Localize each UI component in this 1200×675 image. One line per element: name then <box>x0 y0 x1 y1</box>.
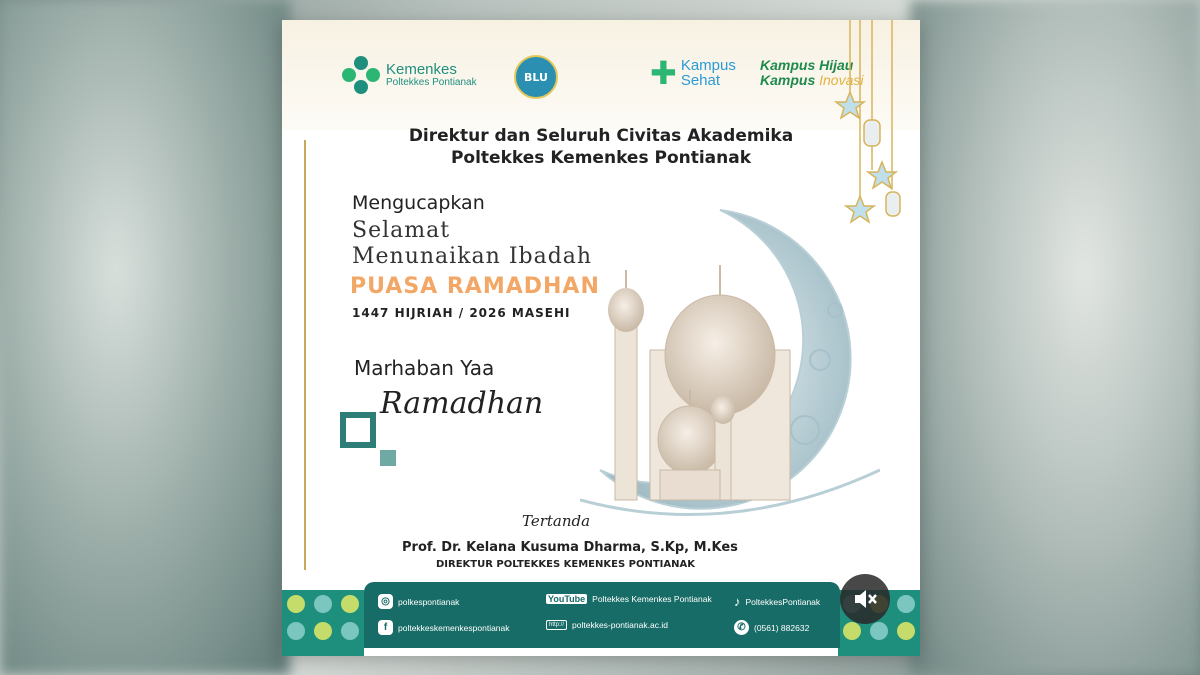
instagram-contact[interactable] <box>378 594 459 609</box>
tiktok-handle: PoltekkesPontianak <box>745 596 821 607</box>
mute-button[interactable] <box>840 574 890 624</box>
kampus-hijau-line1: Kampus Hijau <box>760 57 854 73</box>
blu-logo: BLU <box>514 55 558 99</box>
headline-line2: Poltekkes Kemenkes Pontianak <box>450 148 752 168</box>
tiktok-icon: ♪ <box>734 594 741 609</box>
decor-square-fill <box>380 450 396 466</box>
instagram-icon: ◎ <box>378 594 393 609</box>
kampus-hijau-line2a: Kampus <box>760 72 820 88</box>
kampus-sehat-line2: Sehat <box>680 72 721 89</box>
decor-square-outline <box>340 412 376 448</box>
ramadhan-script: Ramadhan <box>380 386 544 421</box>
facebook-icon: f <box>378 620 393 635</box>
contact-footer <box>364 582 840 648</box>
headline-line1: Direktur dan Seluruh Civitas Akademika <box>408 126 794 146</box>
website-url: poltekkes-pontianak.ac.id <box>572 620 668 630</box>
kemenkes-title: Kemenkes <box>386 61 457 78</box>
phone-contact[interactable] <box>734 620 809 635</box>
selamat-line1: Selamat <box>352 218 451 243</box>
marhaban-text: Marhaban Yaa <box>354 356 495 380</box>
gold-divider-line <box>304 140 306 570</box>
background-blur-left <box>0 0 290 675</box>
facebook-handle: poltekkeskemenkespontianak <box>398 622 510 633</box>
year-text: 1447 HIJRIAH / 2026 MASEHI <box>352 306 571 320</box>
facebook-contact[interactable] <box>378 620 510 635</box>
mengucapkan-text: Mengucapkan <box>352 192 485 214</box>
kemenkes-logo <box>342 56 477 94</box>
tertanda-text: Tertanda <box>522 512 591 530</box>
kemenkes-mark-icon <box>342 56 380 94</box>
kampus-inovasi-word: Inovasi <box>819 72 864 88</box>
web-link-icon: http:// <box>546 620 567 630</box>
youtube-icon: YouTube <box>548 594 586 604</box>
plus-icon: ✚ <box>650 54 677 92</box>
phone-icon: ✆ <box>734 620 749 635</box>
selamat-line2: Menunaikan Ibadah <box>352 244 593 269</box>
signatory-position: DIREKTUR POLTEKKES KEMENKES PONTIANAK <box>436 559 695 570</box>
background-blur-right <box>910 0 1200 675</box>
kampus-sehat-logo <box>650 54 736 92</box>
crescent-mosque-illustration <box>580 200 880 530</box>
puasa-ramadhan-title: PUASA RAMADHAN <box>350 274 600 299</box>
signatory-name: Prof. Dr. Kelana Kusuma Dharma, S.Kp, M.Kes <box>402 540 738 555</box>
kampus-sehat-line1: Kampus <box>680 57 736 74</box>
tiktok-contact[interactable] <box>734 594 820 609</box>
selamat-text <box>352 218 592 270</box>
volume-mute-icon <box>852 586 878 612</box>
kemenkes-subtitle: Poltekkes Pontianak <box>386 77 477 88</box>
youtube-contact[interactable] <box>546 594 712 604</box>
instagram-handle: polkespontianak <box>398 596 460 607</box>
youtube-channel: Poltekkes Kemenkes Pontianak <box>592 594 712 604</box>
website-contact[interactable] <box>546 620 668 630</box>
ramadan-greeting-card <box>282 20 920 656</box>
geometric-pattern-left <box>282 590 364 656</box>
phone-number: (0561) 882632 <box>754 622 810 633</box>
